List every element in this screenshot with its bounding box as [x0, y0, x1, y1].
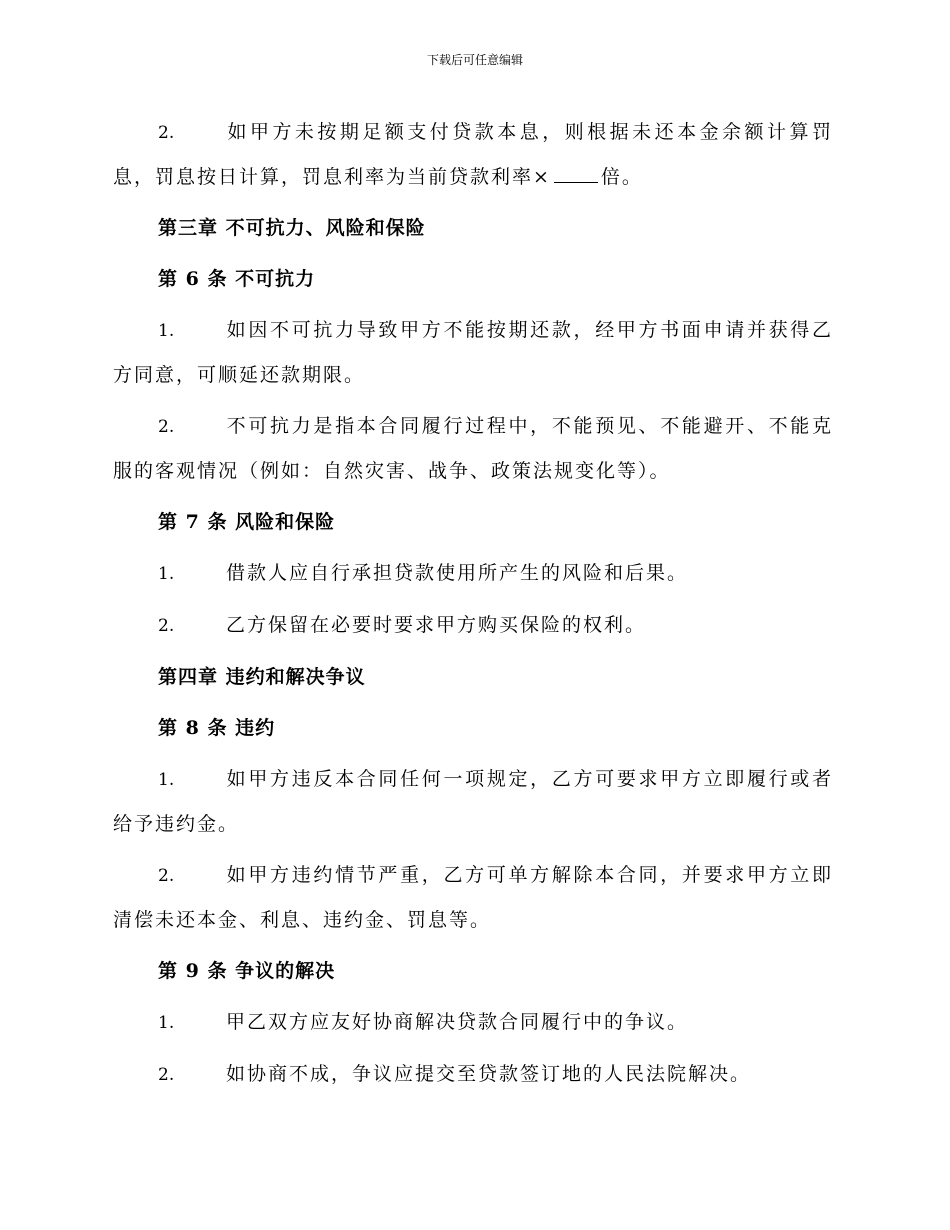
- item-number: 2.: [158, 123, 175, 143]
- article-heading: 第 9 条 争议的解决: [158, 960, 336, 982]
- item-text: 如甲方违约情节严重，乙方可单方解除本合同，并要求甲方立即清偿未还本金、利息、违约金、罚息等。: [113, 864, 833, 931]
- item-text: 如因不可抗力导致甲方不能按期还款，经甲方书面申请并获得乙方同意，可顺延还款期限。: [113, 319, 833, 386]
- item-text: 乙方保留在必要时要求甲方购买保险的权利。: [226, 614, 647, 636]
- article-heading: 第 8 条 违约: [158, 717, 276, 739]
- item-number: 1.: [158, 770, 175, 790]
- article-heading: 第 7 条 风险和保险: [158, 511, 336, 533]
- clause-item: [113, 551, 833, 596]
- item-number: 1.: [158, 321, 175, 341]
- item-text: 如甲方未按期足额支付贷款本息，则根据未还本金余额计算罚息，罚息按日计算，罚息利率为当前贷款利率×: [113, 121, 833, 188]
- fill-in-blank: [554, 166, 598, 183]
- chapter-heading: 第四章 违约和解决争议: [158, 666, 366, 688]
- clause-item: [113, 1000, 833, 1045]
- item-text: 如协商不成，争议应提交至贷款签订地的人民法院解决。: [226, 1063, 752, 1085]
- page-header: 下载后可任意编辑: [426, 53, 523, 67]
- item-text: 如甲方违反本合同任何一项规定，乙方可要求甲方立即履行或者给予违约金。: [113, 768, 833, 835]
- clause-item: [113, 603, 833, 648]
- clause-item: [113, 1052, 833, 1097]
- document-body: [113, 110, 833, 1104]
- item-number: 2.: [158, 417, 175, 437]
- item-text: 不可抗力是指本合同履行过程中，不能预见、不能避开、不能克服的客观情况（例如：自然灾害、战争、政策法规变化等）。: [113, 415, 833, 482]
- item-number: 2.: [158, 616, 175, 636]
- item-number: 2.: [158, 866, 175, 886]
- item-number: 1.: [158, 1013, 175, 1033]
- clause-item: [113, 404, 833, 493]
- clause-item: [113, 308, 833, 397]
- item-text: 借款人应自行承担贷款使用所产生的风险和后果。: [226, 562, 689, 584]
- item-number: 2.: [158, 1065, 175, 1085]
- chapter-heading: 第三章 不可抗力、风险和保险: [158, 217, 426, 239]
- clause-item: [113, 757, 833, 846]
- clause-item: [113, 110, 833, 199]
- item-text-suffix: 倍。: [600, 166, 643, 188]
- clause-item: [113, 853, 833, 942]
- item-text: 甲乙双方应友好协商解决贷款合同履行中的争议。: [226, 1011, 689, 1033]
- item-number: 1.: [158, 564, 175, 584]
- article-heading: 第 6 条 不可抗力: [158, 268, 316, 290]
